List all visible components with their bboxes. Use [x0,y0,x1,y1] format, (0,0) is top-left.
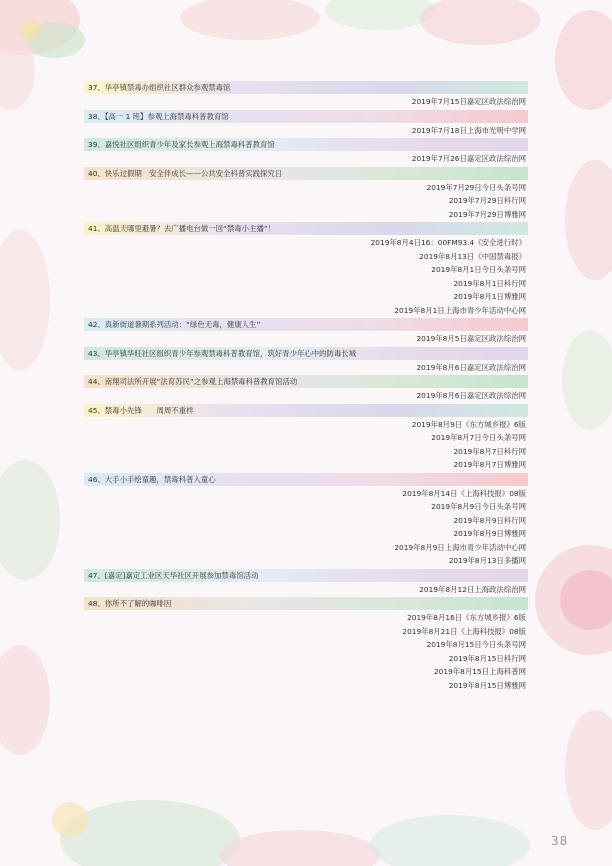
entry-source: 2019年8月15日博雅网 [448,680,526,690]
page-number: 38 [551,834,569,848]
entry-source: 2019年8月12日上海政法综治网 [419,584,526,594]
entry-source: 2019年8月1日上海市青少年活动中心网 [394,305,526,315]
entry-title: 43、华亭镇华旺社区组织青少年参观禁毒科普教育馆，筑好青少年心中的防毒长城 [84,347,528,360]
entry-title: 38、【高一 1 班】参观上海禁毒科普教育馆 [84,110,528,123]
entry-source: 2019年8月7日博雅网 [453,460,526,469]
entry-source: 2019年8月7日科行网 [453,446,526,456]
entry-source: 2019年8月16日《东方城乡报》6版 [407,613,526,622]
entry-source: 2019年8月13日《中国禁毒报》 [419,251,526,261]
entry-source: 2019年8月5日嘉定区政法综治网 [416,334,526,343]
entry-source: 2019年8月13日多播网 [448,556,526,565]
entry-title: 46、大手小手绘童趣，禁毒科普入童心 [84,473,528,486]
entry-source: 2019年8月9日上海市青少年活动中心网 [394,542,526,552]
entry-title: 40、快乐过假期 安全伴成长——公共安全科普实践探究日 [84,167,528,180]
entry-title: 39、嘉悦社区组织青少年及家长参观上海禁毒科普教育馆 [84,138,528,151]
entry-title: 37、华亭镇禁毒办组织社区群众参观禁毒馆 [84,81,528,94]
entry-source: 2019年7月29日今日头条号网 [426,182,526,192]
flower-decoration-top [180,0,540,45]
entry-source: 2019年8月15日今日头条号网 [426,640,526,649]
entry-source: 2019年7月29日科行网 [448,196,526,205]
entry-title: 47、[嘉定]嘉定工业区天华社区开展参加禁毒馆活动 [84,569,528,582]
entry-source: 2019年8月1日博雅网 [453,292,526,301]
entry-source: 2019年7月29日博雅网 [448,209,526,219]
entry-source: 2019年8月15日科行网 [448,653,526,663]
entry-source: 2019年7月18日上海市光明中学网 [411,125,526,135]
media-coverage-list [84,80,528,692]
entry-source: 2019年8月1日今日头条号网 [431,265,526,274]
entry-source: 2019年8月21日《上海科技报》08版 [402,626,526,636]
entry-source: 2019年8月9日科行网 [453,515,526,525]
flower-decoration-left [0,230,60,755]
flower-decoration-right [535,10,612,830]
entry-source: 2019年7月15日嘉定区政法综治网 [411,97,526,106]
entry-source: 2019年7月26日嘉定区政法综治网 [411,154,526,163]
entry-source: 2019年8月9日博雅网 [453,529,526,538]
entry-title: 44、南翔司法所开展“法育苏民”之参观上海禁毒科普教育馆活动 [84,375,528,388]
entry-source: 2019年8月9日今日头条号网 [431,502,526,511]
entry-title: 48、你所不了解的咖啡因 [84,597,528,610]
entry-source: 2019年8月15日上海科普网 [433,667,526,676]
entry-source: 2019年8月9日《东方城乡报》6版 [411,419,526,429]
entry-source: 2019年8月7日今日头条号网 [431,433,526,442]
flower-decoration-bottom [52,800,530,866]
entry-title: 45、禁毒小先锋 周周不重样 [84,404,528,417]
entry-source: 2019年8月14日《上海科技报》08版 [402,488,526,498]
entry-title: 41、高温天哪里避暑？去广播电台做一回“禁毒小主播”！ [84,222,528,235]
flower-decoration-top-left [0,0,85,110]
entry-source: 2019年8月6日嘉定区政法综治网 [416,362,526,372]
entry-source: 2019年8月4日16：00FM93.4《安全进行时》 [370,238,526,247]
entry-title: 42、真新街道暑期系列活动：“绿色无毒，健康人生” [84,318,528,331]
entry-source: 2019年8月6日嘉定区政法综治网 [416,391,526,400]
entry-source: 2019年8月1日科行网 [453,278,526,288]
